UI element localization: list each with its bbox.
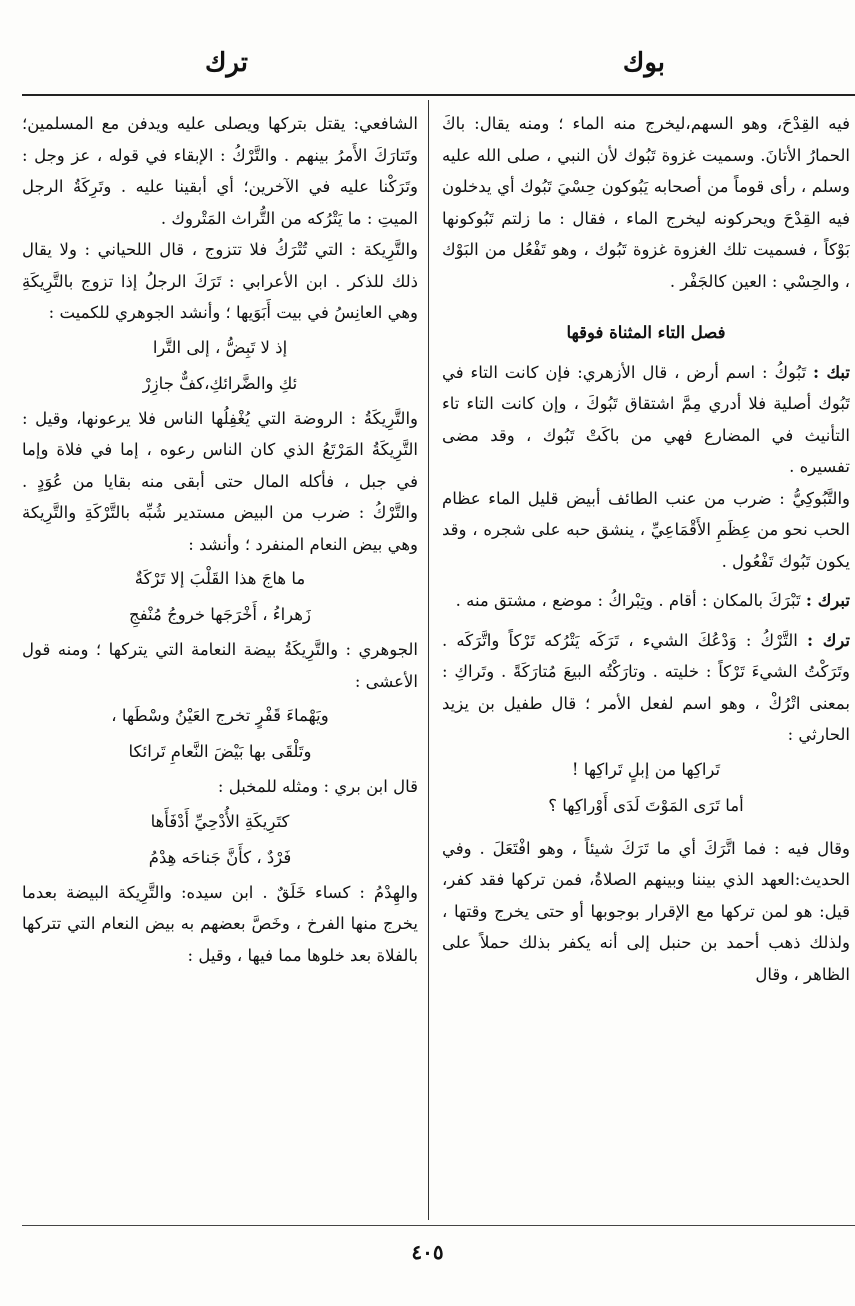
column-divider [428,100,429,1220]
footer-rule [22,1225,855,1226]
verse-line: فَرْدٌ ، كأَنَّ جَناحَه هِدْمُ [148,847,292,867]
paragraph: قال ابن بري : ومثله للمخبل : [217,777,418,796]
left-column [22,108,418,1218]
verse-line: ئكِ والضَّرائكِ،كفٌّ جازِرْ [142,373,298,393]
verse-line: ويَهْماءَ قَفْرٍ تخرج العَيْنُ وسْطَها ، [111,706,329,725]
paragraph: والتَّرِيكَةُ : الروضة التي يُغْفِلُها الناس فلا يرعونها، وقيل : التَّرِيكَةُ المَرْتَعُ الذي كان الناس رعوه ، إما في فلاة وإما في جبل ، فأكله المال حتى أبقى منه بقايا من عُوَدٍ . والتَّرْكُ : ضرب من البيض مستدير شُبِّه بالتَّرْكَةِ والتَّرِيكة وهي بيض النعام المنفرد ؛ وأنشد : [22,408,418,554]
running-head-left: ترك [205,48,249,78]
paragraph: وقال فيه : فما اتَّرَكَ أي ما تَرَكَ شيئاً ، وهو افْتَعَلَ . وفي الحديث:العهد الذي بيننا وبينهم الصلاةُ، فمن تركها فقد كفر، قيل: هو لمن تركها مع الإقرار بوجوبها أو حتى يخرج وقتها ، ولذلك ذهب أحمد بن حنبل إلى أنه يكفر بذلك حملاً على الظاهر ، وقال [442,838,850,984]
section-title: فصل التاء المثناة فوقها [566,323,726,342]
paragraph: الجوهري : والتَّرِيكَةُ بيضة النعامة التي يتركها ؛ ومنه قول الأعشى : [22,640,418,691]
verse-line: زَهراءُ ، أَخْرَجَها خروجُ مُنْفجِ [129,605,311,624]
paragraph: الشافعي: يقتل بتركها ويصلى عليه ويدفن مع المسلمين؛ وتَتارَكَ الأَمرُ بينهم . والتَّرْكُ : الإبقاء في قوله ، عز وجل : وتَرَكْنا عليه في الآخرين؛ أي أبقينا عليه . وتَرِكَةُ الرجل الميتِ : ما يَتْرُكه من التُّراث المَتْروك . [22,114,418,228]
page-number: ٤٠٥ [411,1240,444,1264]
right-column [442,108,850,1218]
verse-line: إذ لا تَبِضُّ ، إلى التَّرا [152,337,288,357]
verse-line: وتَلْقَى بها بَيْضَ النَّعامِ تَرائكا [128,742,312,761]
entry-tbk [442,357,850,483]
entry-text: تَبُوكُ : اسم أرض ، قال الأزهري: فإن كانت التاء في تَبُوك أصلية فلا أدري مِمَّ اشتقاق تَبُوكَ ، وإن كانت التاء تاء التأنيث في المضارع فهي من باكَتْ تَبُوك ، وقد مضى تفسيره . [442,362,850,476]
headword: ترك : [806,630,850,650]
entry-text: التَّرْكُ : وَدْعُكَ الشيء ، تَرَكَه يَتْرُكه تَرْكاً واتَّرَكَه . وتَرَكْتُ الشيءَ تَرْكاً : خليته . وتارَكْتُه البيعَ مُتارَكَةً . وتَراكِ : بمعنى اتْرُكْ ، وهو اسم لفعل الأمر ؛ قال طفيل بن يزيد الحارثي : [442,630,850,744]
verse-line: تَراكِها من إبلٍ تَراكِها ! [571,759,721,779]
running-head-right: بوك [622,48,665,78]
headword: تبرك : [805,591,850,610]
entry-trk [442,625,850,751]
paragraph: والهِدْمُ : كساء خَلَقٌ . ابن سيده: والتَّرِيكة البيضة بعدما يخرج منها الفرخ ، وخَصَّ بعضهم به بيض النعام التي تتركها بالفلاة بعد خلوها مما فيها ، وقيل : [22,882,418,965]
paragraph: والتَّرِيكة : التي تُتْرَكُ فلا تتزوج ، قال اللحياني : ولا يقال ذلك للذكر . ابن الأعرابي : تَرَكَ الرجلُ إذا تزوج بالتَّرِيكَةِ وهي العانِسُ في بيت أَبَوَيها ؛ وأنشد الجوهري للكميت : [22,240,418,322]
header-rule [22,94,855,96]
verse-line: أما تَرَى المَوْتَ لَدَى أَوْراكِها ؟ [548,795,744,815]
paragraph: والتَّبُوكِيُّ : ضرب من عنب الطائف أبيض قليل الماء عظام الحب نحو من عِظَمِ الأَقْمَاعِيِّ ، ينشق حبه على شجره ، وقد يكون تَبُوك تَفْعُول . [442,488,850,571]
page-header [0,48,855,88]
entry-text: تَبْرَكَ بالمكان : أقام . وتِبْراكُ : موضع ، مشتق منه . [455,591,801,610]
verse-line: ما هاجَ هذا القَلْبَ إلا تَرْكَةٌ [134,569,306,588]
entry-tbrk [442,585,850,617]
verse-line: كتَرِيكَةِ الأُدْحِيِّ أَدْفَأَها [150,811,290,831]
paragraph: فيه القِدْحَ، وهو السهم،ليخرج منه الماء ؛ ومنه يقال: باكَ الحمارُ الأتانَ. وسميت غزوة تَبُوك لأن النبي ، صلى الله عليه وسلم ، رأى قوماً من أصحابه يَبُوكون حِسْيَ تَبُوك أي يدخلون فيه القِدْحَ ويحركونه ليخرج الماء ، فقال : ما زلتم تَبُوكونها بَوْكاً ، فسميت تلك الغزوة غزوة تَبُوك ، وهو تَفْعُل من البَوْك ، والحِسْي : العين كالجَفْر . [442,114,850,291]
headword: تبك : [813,362,850,382]
